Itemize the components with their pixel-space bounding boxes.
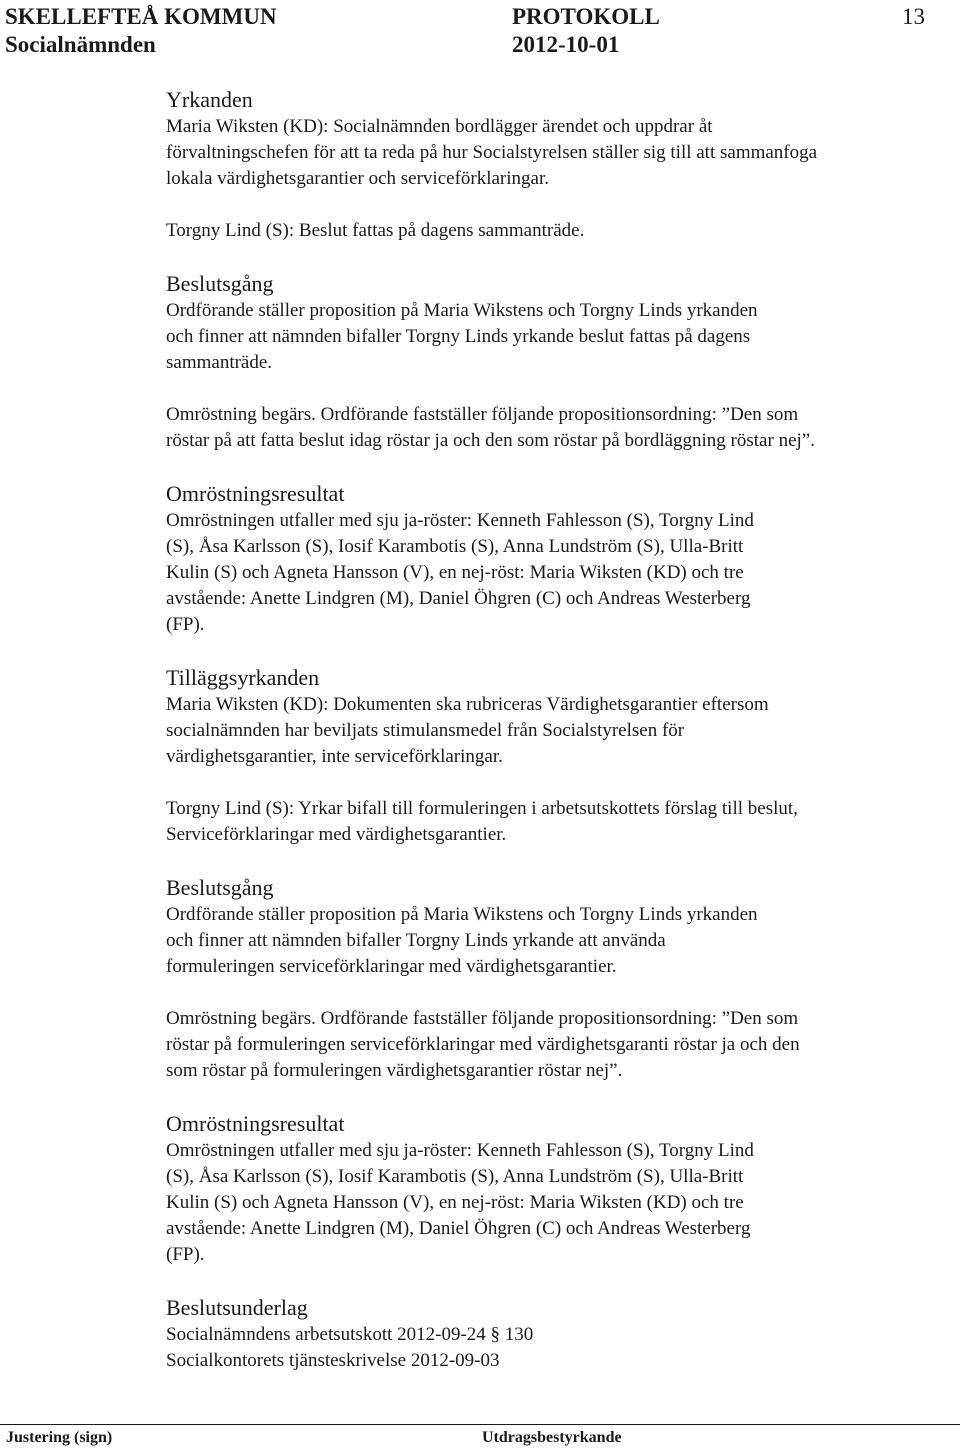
text-line: avstående: Anette Lindgren (M), Daniel Öhgren (C) och Andreas Westerberg	[166, 588, 751, 609]
section-heading: Beslutsgång	[166, 271, 274, 296]
section-heading: Yrkanden	[166, 87, 253, 112]
text-line: (FP).	[166, 1244, 205, 1265]
section-heading: Beslutsunderlag	[166, 1295, 308, 1320]
section-yrkanden	[166, 86, 956, 244]
section-beslutsgang-1	[166, 270, 956, 454]
footer-signature-label: Justering (sign)	[6, 1429, 113, 1446]
section-heading: Beslutsgång	[166, 875, 274, 900]
text-line: Kulin (S) och Agneta Hansson (V), en nej-röst: Maria Wiksten (KD) och tre	[166, 562, 744, 583]
text-line: Omröstning begärs. Ordförande fastställer följande propositionsordning: ”Den som	[166, 404, 799, 425]
section-beslutsgang-2	[166, 874, 956, 1084]
text-line: Maria Wiksten (KD): Dokumenten ska rubriceras Värdighetsgarantier eftersom	[166, 694, 769, 715]
header-document-type: PROTOKOLL	[512, 4, 660, 29]
text-line: Torgny Lind (S): Beslut fattas på dagens sammanträde.	[166, 220, 585, 241]
text-line: Serviceförklaringar med värdighetsgarantier.	[166, 824, 507, 845]
section-heading: Omröstningsresultat	[166, 481, 345, 506]
text-line: röstar på att fatta beslut idag röstar ja och den som röstar på bordläggning röstar nej”.	[166, 430, 815, 451]
text-line: lokala värdighetsgarantier och serviceförklaringar.	[166, 168, 549, 189]
section-tillaggsyrkanden	[166, 664, 956, 848]
text-line: Socialnämndens arbetsutskott 2012-09-24 § 130	[166, 1324, 534, 1345]
text-line: sammanträde.	[166, 352, 273, 373]
text-line: värdighetsgarantier, inte serviceförklaringar.	[166, 746, 503, 767]
text-line: Omröstning begärs. Ordförande fastställer följande propositionsordning: ”Den som	[166, 1008, 799, 1029]
header-department: Socialnämnden	[5, 32, 156, 57]
text-line: Torgny Lind (S): Yrkar bifall till formuleringen i arbetsutskottets förslag till beslut,	[166, 798, 798, 819]
section-heading: Tilläggsyrkanden	[166, 665, 320, 690]
text-line: och finner att nämnden bifaller Torgny Linds yrkande beslut fattas på dagens	[166, 326, 751, 347]
text-line: Kulin (S) och Agneta Hansson (V), en nej-röst: Maria Wiksten (KD) och tre	[166, 1192, 744, 1213]
text-line: Omröstningen utfaller med sju ja-röster: Kenneth Fahlesson (S), Torgny Lind	[166, 510, 754, 531]
header-organization: SKELLEFTEÅ KOMMUN	[5, 4, 277, 29]
section-heading: Omröstningsresultat	[166, 1111, 345, 1136]
footer-divider	[0, 1424, 960, 1425]
text-line: (FP).	[166, 614, 205, 635]
text-line: Ordförande ställer proposition på Maria Wikstens och Torgny Linds yrkanden	[166, 300, 758, 321]
text-line: Omröstningen utfaller med sju ja-röster: Kenneth Fahlesson (S), Torgny Lind	[166, 1140, 754, 1161]
section-omrostningsresultat-2	[166, 1110, 956, 1268]
text-line: socialnämnden har beviljats stimulansmedel från Socialstyrelsen för	[166, 720, 685, 741]
section-beslutsunderlag	[166, 1294, 956, 1374]
text-line: förvaltningschefen för att ta reda på hur Socialstyrelsen ställer sig till att sammanfoga	[166, 142, 818, 163]
page-number: 13	[902, 4, 925, 29]
text-line: Maria Wiksten (KD): Socialnämnden bordlägger ärendet och uppdrar åt	[166, 116, 713, 137]
text-line: avstående: Anette Lindgren (M), Daniel Öhgren (C) och Andreas Westerberg	[166, 1218, 751, 1239]
text-line: Socialkontorets tjänsteskrivelse 2012-09-03	[166, 1350, 500, 1371]
text-line: röstar på formuleringen serviceförklaringar med värdighetsgaranti röstar ja och den	[166, 1034, 800, 1055]
text-line: som röstar på formuleringen värdighetsgarantier röstar nej”.	[166, 1060, 623, 1081]
protocol-content	[166, 86, 956, 1374]
text-line: och finner att nämnden bifaller Torgny Linds yrkande att använda	[166, 930, 666, 951]
footer-extract-label: Utdragsbestyrkande	[482, 1429, 622, 1446]
text-line: formuleringen serviceförklaringar med värdighetsgarantier.	[166, 956, 617, 977]
section-omrostningsresultat-1	[166, 480, 956, 638]
header-date: 2012-10-01	[512, 32, 620, 57]
text-line: (S), Åsa Karlsson (S), Iosif Karambotis (S), Anna Lundström (S), Ulla-Britt	[166, 536, 744, 557]
text-line: Ordförande ställer proposition på Maria Wikstens och Torgny Linds yrkanden	[166, 904, 758, 925]
text-line: (S), Åsa Karlsson (S), Iosif Karambotis (S), Anna Lundström (S), Ulla-Britt	[166, 1166, 744, 1187]
